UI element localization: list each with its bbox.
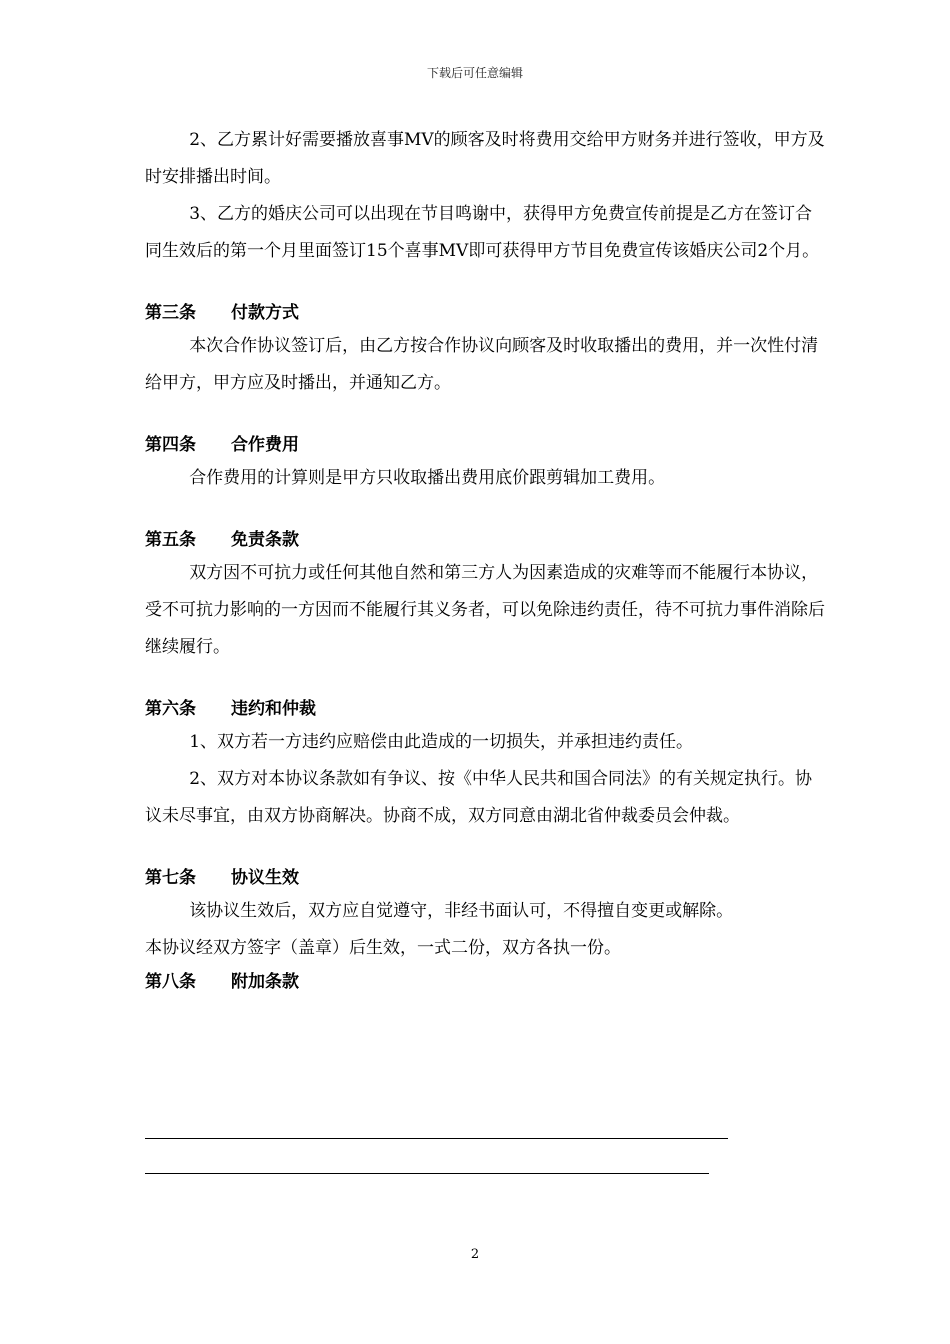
article4-number: 第四条 bbox=[145, 435, 196, 455]
article7-number: 第七条 bbox=[145, 868, 196, 888]
article8-heading bbox=[145, 967, 825, 997]
article8-number: 第八条 bbox=[145, 972, 196, 992]
article4-heading bbox=[145, 430, 825, 460]
article5-number: 第五条 bbox=[145, 530, 196, 550]
article2-para-3: 3、乙方的婚庆公司可以出现在节目鸣谢中，获得甲方免费宣传前提是乙方在签订合同生效后的第一个月里面签订15个喜事MV即可获得甲方节目免费宣传该婚庆公司2个月。 bbox=[145, 204, 820, 261]
article3-para-1: 本次合作协议签订后，由乙方按合作协议向顾客及时收取播出的费用，并一次性付清给甲方，甲方应及时播出，并通知乙方。 bbox=[145, 336, 819, 393]
page-number: 2 bbox=[470, 1247, 480, 1262]
article6-heading bbox=[145, 694, 825, 724]
article7-para-1: 该协议生效后，双方应自觉遵守，非经书面认可，不得擅自变更或解除。 bbox=[189, 901, 734, 921]
article5-para-1: 双方因不可抗力或任何其他自然和第三方人为因素造成的灾难等而不能履行本协议，受不可抗力影响的一方因而不能履行其义务者，可以免除违约责任，待不可抗力事件消除后继续履行。 bbox=[145, 563, 825, 657]
article6-number: 第六条 bbox=[145, 699, 196, 719]
article5-heading bbox=[145, 525, 825, 555]
article6-para-2: 2、双方对本协议条款如有争议、按《中华人民共和国合同法》的有关规定执行。协议未尽事宜，由双方协商解决。协商不成，双方同意由湖北省仲裁委员会仲裁。 bbox=[145, 769, 813, 826]
blank-line-2 bbox=[145, 1173, 709, 1174]
article3-title: 付款方式 bbox=[231, 303, 299, 323]
article7-heading bbox=[145, 863, 825, 893]
article7-para-2: 本协议经双方签字（盖章）后生效，一式二份，双方各执一份。 bbox=[145, 938, 621, 958]
article6-para-1: 1、双方若一方违约应赔偿由此造成的一切损失，并承担违约责任。 bbox=[189, 732, 694, 752]
article2-para-2: 2、乙方累计好需要播放喜事MV的顾客及时将费用交给甲方财务并进行签收，甲方及时安排播出时间。 bbox=[145, 130, 825, 187]
article8-title: 附加条款 bbox=[231, 972, 299, 992]
article6-title: 违约和仲裁 bbox=[231, 699, 316, 719]
article3-heading bbox=[145, 298, 825, 328]
document-body bbox=[145, 122, 825, 997]
article7-title: 协议生效 bbox=[231, 868, 299, 888]
article3-number: 第三条 bbox=[145, 303, 196, 323]
article4-title: 合作费用 bbox=[231, 435, 299, 455]
article5-title: 免责条款 bbox=[231, 530, 299, 550]
article4-para-1: 合作费用的计算则是甲方只收取播出费用底价跟剪辑加工费用。 bbox=[189, 468, 666, 488]
blank-line-1 bbox=[145, 1138, 728, 1139]
header-note: 下载后可任意编辑 bbox=[426, 66, 523, 80]
